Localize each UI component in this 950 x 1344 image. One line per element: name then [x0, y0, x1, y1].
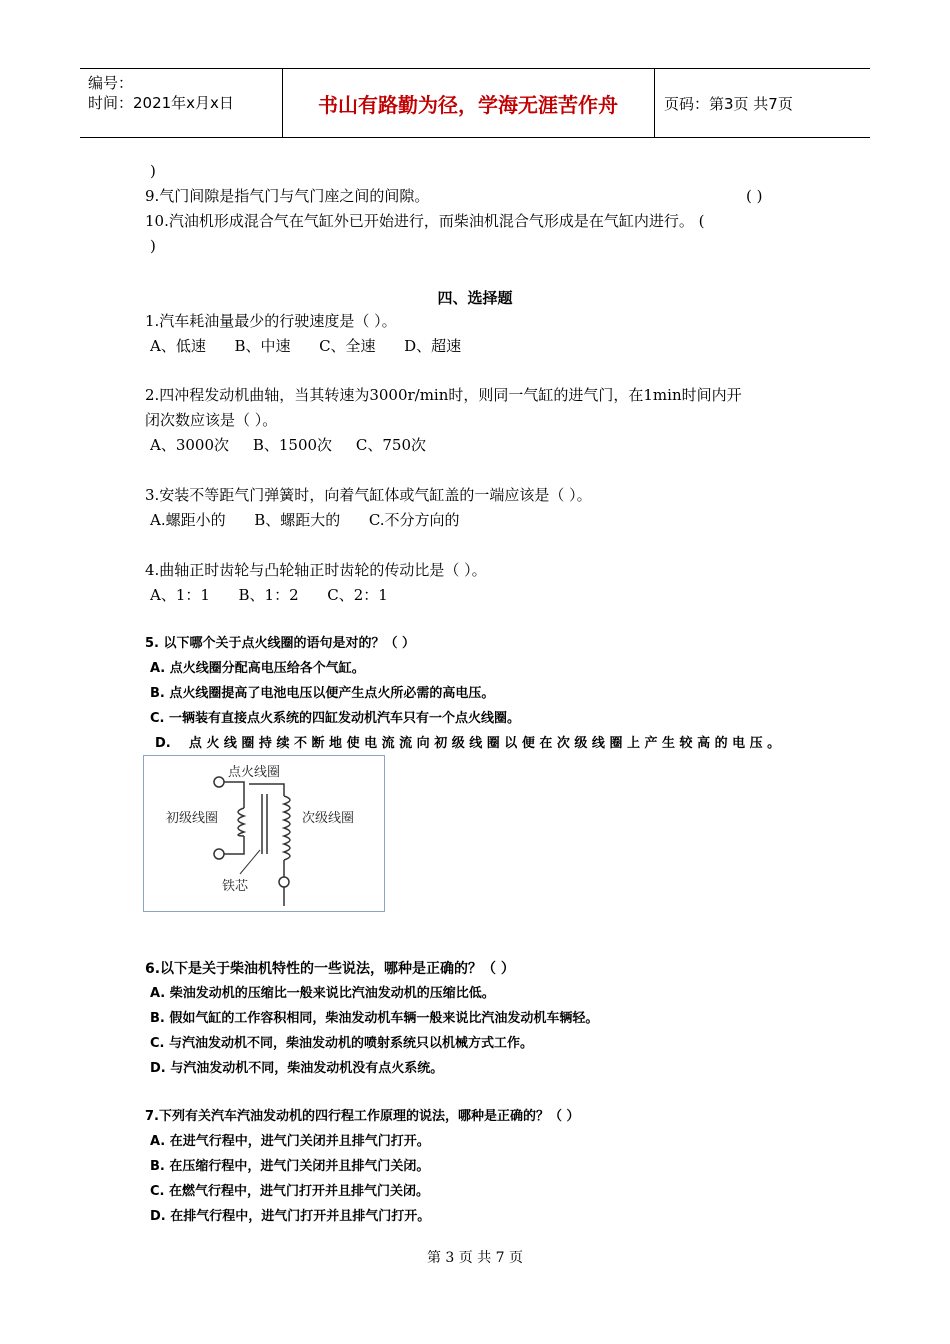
terminal-icon	[279, 877, 289, 887]
q3-options: A.螺距小的 B、螺距大的 C.不分方向的	[150, 511, 460, 529]
label-ignition-coil: 点火线圈	[228, 765, 281, 780]
q7-option-b: B. 在压缩行程中，进气门关闭并且排气门关闭。	[150, 1159, 430, 1174]
primary-coil-icon	[238, 808, 244, 836]
q7-text: 7.下列有关汽车汽油发动机的四行程工作原理的说法，哪种是正确的？（ ）	[145, 1109, 580, 1124]
tf-q10: 10.汽油机形成混合气在气缸外已开始进行，而柴油机混合气形成是在气缸内进行。 (	[145, 212, 705, 230]
q6-option-c: C. 与汽油发动机不同，柴油发动机的喷射系统只以机械方式工作。	[150, 1036, 534, 1051]
ignition-coil-figure	[143, 755, 385, 912]
q5-option-c: C. 一辆装有直接点火系统的四缸发动机汽车只有一个点火线圈。	[150, 711, 521, 726]
ignition-coil-diagram	[144, 756, 384, 911]
q5-option-d: D. 点 火 线 圈 持 续 不 断 地 使 电 流 流 向 初 级 线 圈 以 便 在 次 级 线 圈 上 产 生 较 高 的 电 压 。	[155, 736, 781, 751]
q3-text: 3.安装不等距气门弹簧时，向着气缸体或气缸盖的一端应该是（ ）。	[145, 486, 592, 504]
q5-text: 5. 以下哪个关于点火线圈的语句是对的？（ ）	[145, 636, 416, 651]
secondary-coil-icon	[284, 796, 290, 860]
q5-option-a: A. 点火线圈分配高电压给各个气缸。	[150, 661, 365, 676]
q6-option-b: B. 假如气缸的工作容积相同，柴油发动机车辆一般来说比汽油发动机车辆轻。	[150, 1011, 599, 1026]
page-footer: 第 3 页 共 7 页	[426, 1250, 524, 1266]
label-secondary-coil: 次级线圈	[302, 811, 355, 826]
header-page-info: 页码：第3页 共7页	[664, 95, 793, 113]
label-primary-coil: 初级线圈	[166, 811, 219, 826]
q6-text: 6.以下是关于柴油机特性的一些说法，哪种是正确的？（ ）	[145, 961, 515, 977]
q1-options: A、低速 B、中速 C、全速 D、超速	[150, 337, 462, 355]
q4-text: 4.曲轴正时齿轮与凸轮轴正时齿轮的传动比是（ ）。	[145, 561, 487, 579]
q7-option-a: A. 在进气行程中，进气门关闭并且排气门打开。	[150, 1134, 430, 1149]
q4-options: A、1：1 B、1：2 C、2：1	[150, 586, 388, 604]
header-meta	[88, 73, 234, 113]
section-title: 四、选择题	[437, 289, 513, 307]
wire	[224, 836, 244, 854]
q2-line2: 闭次数应该是（ ）。	[145, 411, 278, 429]
q6-option-d: D. 与汽油发动机不同，柴油发动机没有点火系统。	[150, 1061, 444, 1076]
header-divider	[654, 69, 655, 137]
tf-q10-paren: )	[150, 237, 156, 255]
q6-option-a: A. 柴油发动机的压缩比一般来说比汽油发动机的压缩比低。	[150, 986, 495, 1001]
header-motto: 书山有路勤为径，学海无涯苦作舟	[318, 92, 618, 117]
q2-line1: 2.四冲程发动机曲轴，当其转速为3000r/min时，则同一气缸的进气门，在1min时间内开	[145, 386, 742, 404]
tf-q9-paren: ( )	[746, 187, 763, 205]
q5-option-b: B. 点火线圈提高了电池电压以便产生点火所必需的高电压。	[150, 686, 495, 701]
terminal-icon	[214, 849, 224, 859]
wire	[224, 782, 244, 808]
page-header	[80, 68, 870, 138]
terminal-icon	[214, 777, 224, 787]
tf-cont-paren: )	[150, 162, 156, 180]
tf-q9: 9.气门间隙是指气门与气门座之间的间隙。	[145, 187, 430, 205]
q2-options: A、3000次 B、1500次 C、750次	[150, 436, 426, 454]
label-iron-core: 铁芯	[222, 879, 249, 894]
q7-option-c: C. 在燃气行程中，进气门打开并且排气门关闭。	[150, 1184, 430, 1199]
header-time: 时间：2021年x月x日	[88, 94, 234, 112]
q7-option-d: D. 在排气行程中，进气门打开并且排气门打开。	[150, 1209, 431, 1224]
q1-text: 1.汽车耗油量最少的行驶速度是（ ）。	[145, 312, 397, 330]
header-number: 编号：	[88, 74, 134, 92]
